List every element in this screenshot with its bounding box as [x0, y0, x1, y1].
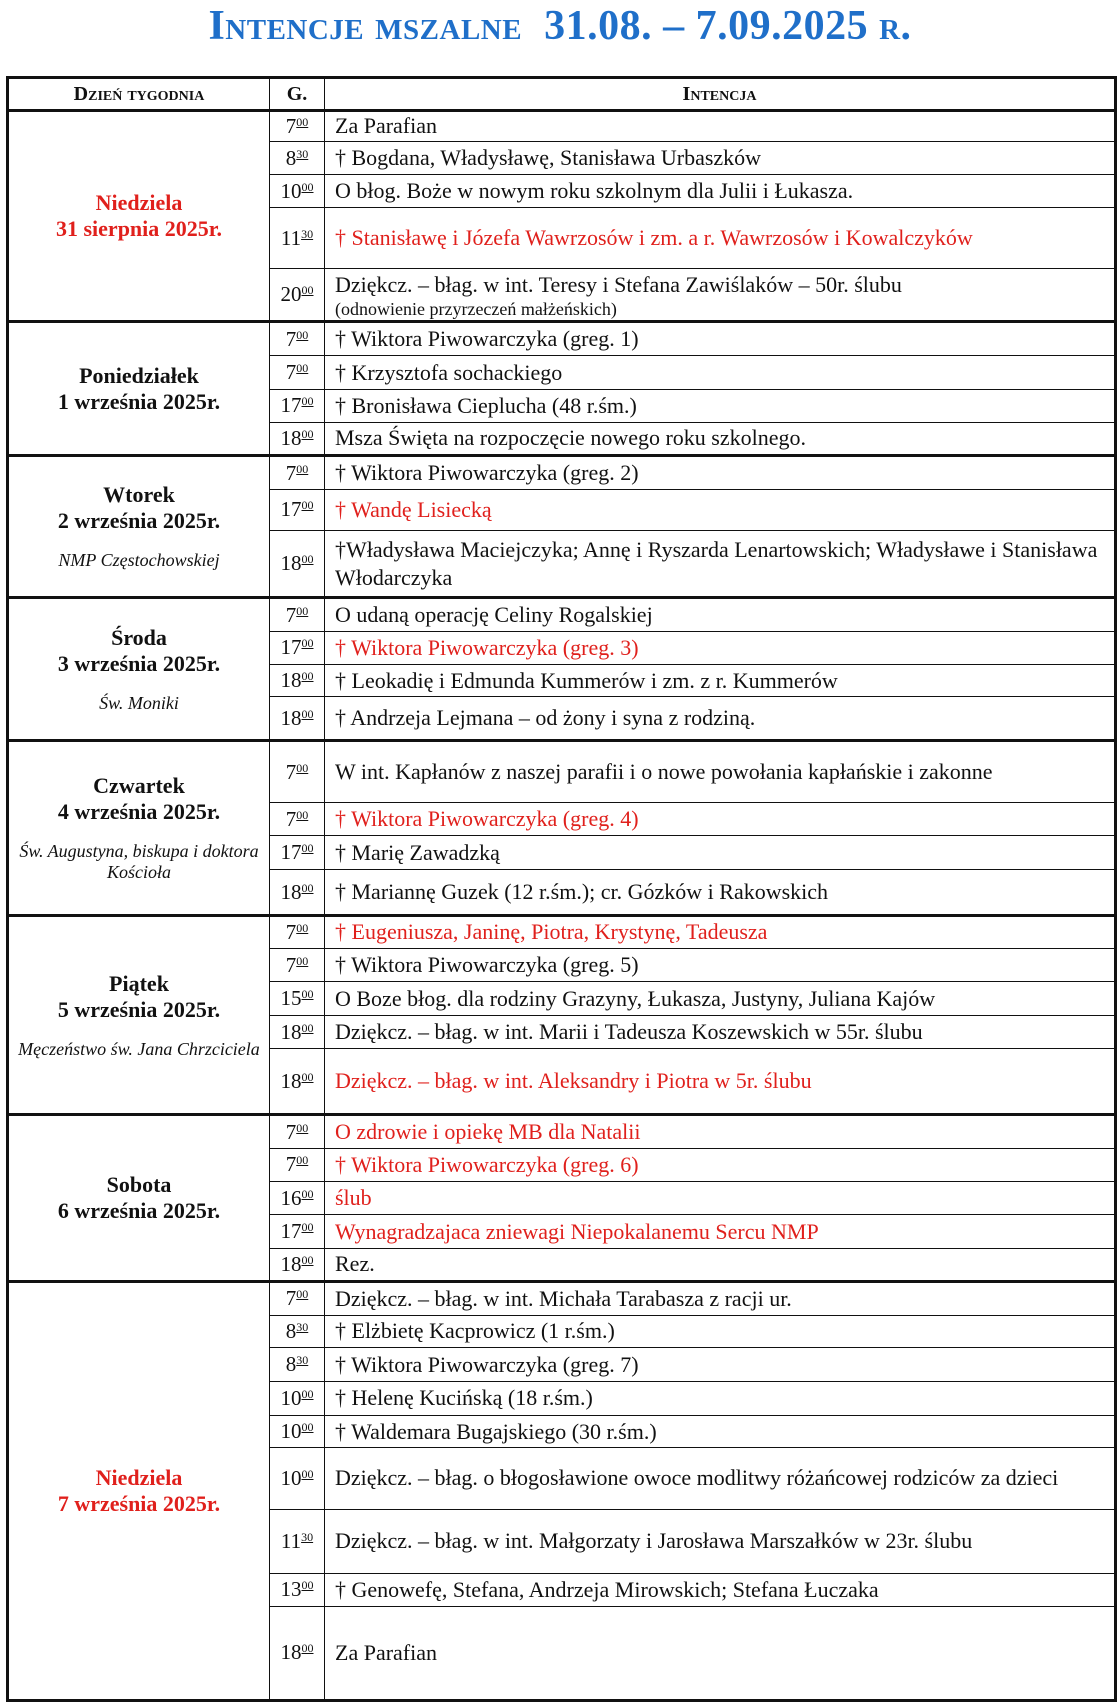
mass-intention [325, 356, 1116, 390]
intention-text: † Helenę Kucińską (18 r.śm.) [335, 1385, 593, 1411]
hour-value: 8 [285, 145, 297, 170]
day-cell [8, 456, 270, 598]
hour-value: 17 [280, 1219, 302, 1244]
mass-hour [270, 741, 325, 802]
mass-hour [270, 1315, 325, 1348]
mass-intention [325, 1448, 1116, 1509]
mass-intention [325, 175, 1116, 208]
minute-value: 00 [296, 953, 309, 968]
day-cell [8, 111, 270, 322]
intention-text: † Marię Zawadzką [335, 839, 500, 865]
mass-hour [270, 141, 325, 175]
minute-value: 00 [301, 880, 314, 895]
mass-intention [325, 948, 1116, 982]
day-feast: Męczeństwo św. Jana Chrzciciela [18, 1038, 260, 1059]
hour-value: 18 [280, 668, 302, 693]
title-dates: 31.08. – 7.09.2025 [544, 3, 869, 49]
mass-intention [325, 111, 1116, 142]
table-row [8, 741, 1116, 802]
mass-intention [325, 1606, 1116, 1700]
hour-value: 10 [280, 1419, 302, 1443]
mass-hour [270, 916, 325, 949]
minute-value: 30 [296, 1353, 309, 1368]
table-row [8, 322, 1116, 356]
table-header-row [8, 78, 1116, 111]
mass-hour [270, 697, 325, 741]
minute-value: 00 [301, 426, 314, 441]
mass-hour [270, 948, 325, 982]
mass-intention [325, 1509, 1116, 1573]
mass-hour [270, 208, 325, 269]
day-date: 7 września 2025r. [57, 1490, 221, 1516]
intention-text: † Wiktora Piwowarczyka (greg. 2) [335, 460, 639, 486]
intention-text: Dziękcz. – błag. o błogosławione owoce modlitwy różańcowej rodziców za dzieci [335, 1465, 1059, 1491]
day-feast: Św. Moniki [99, 692, 179, 713]
day-date: 2 września 2025r. [57, 508, 221, 534]
intention-text: Za Parafian [335, 1639, 437, 1665]
header-day: Dzień tygodnia [8, 78, 270, 111]
hour-value: 11 [280, 225, 302, 250]
mass-intention [325, 741, 1116, 802]
mass-hour [270, 1249, 325, 1282]
mass-hour [270, 1016, 325, 1049]
day-cell [8, 1115, 270, 1282]
intention-text: Dziękcz. – błag. w int. Aleksandry i Piotra w 5r. ślubu [335, 1068, 812, 1094]
mass-intention [325, 1149, 1116, 1182]
minute-value: 00 [296, 1120, 309, 1135]
mass-hour [270, 664, 325, 697]
hour-value: 17 [280, 497, 302, 522]
intention-text: Msza Święta na rozpoczęcie nowego roku szkolnego. [335, 425, 807, 451]
hour-value: 8 [285, 1352, 297, 1377]
hour-value: 10 [280, 1385, 302, 1410]
hour-value: 18 [280, 551, 302, 576]
minute-value: 00 [301, 1466, 314, 1481]
mass-intention [325, 490, 1116, 531]
day-cell [8, 598, 270, 741]
hour-value: 15 [280, 986, 302, 1011]
mass-intention [325, 1115, 1116, 1149]
mass-hour [270, 1415, 325, 1448]
intention-text: Dziękcz. – błag. w int. Michała Tarabasza z racji ur. [335, 1285, 792, 1311]
hour-value: 7 [285, 1119, 297, 1144]
day-cell [8, 1281, 270, 1700]
mass-hour [270, 1215, 325, 1249]
mass-intention [325, 141, 1116, 175]
mass-hour [270, 1448, 325, 1509]
hour-value: 7 [285, 360, 297, 385]
intention-text: ślub [335, 1185, 372, 1211]
hour-value: 17 [280, 393, 302, 418]
mass-hour [270, 1606, 325, 1700]
mass-intention [325, 697, 1116, 741]
hour-value: 7 [285, 919, 297, 944]
hour-value: 7 [285, 602, 297, 627]
day-feast: Św. Augustyna, biskupa i doktora Kościoła [19, 841, 259, 883]
intention-text: † Wiktora Piwowarczyka (greg. 6) [335, 1151, 639, 1177]
hour-value: 7 [285, 806, 297, 831]
mass-hour [270, 632, 325, 665]
minute-value: 00 [296, 760, 309, 775]
hour-value: 18 [280, 879, 302, 904]
mass-hour [270, 802, 325, 836]
mass-intention [325, 269, 1116, 322]
mass-intention [325, 916, 1116, 949]
mass-hour [270, 870, 325, 916]
mass-intention [325, 598, 1116, 632]
intention-text: Dziękcz. – błag. w int. Teresy i Stefana Zawiślaków – 50r. ślubu [335, 271, 902, 297]
intention-text: † Elżbietę Kacprowicz (1 r.śm.) [335, 1318, 615, 1344]
minute-value: 00 [296, 114, 309, 129]
day-name: Wtorek [103, 482, 175, 508]
intention-text: † Eugeniusza, Janinę, Piotra, Krystynę, Tadeusza [335, 919, 768, 945]
hour-value: 7 [285, 113, 297, 138]
mass-intention [325, 322, 1116, 356]
mass-hour [270, 598, 325, 632]
mass-hour [270, 1381, 325, 1415]
intention-text: † Leokadię i Edmunda Kummerów i zm. z r. Kummerów [335, 667, 838, 693]
table-row [8, 1115, 1116, 1149]
mass-intention [325, 456, 1116, 490]
minute-value: 00 [301, 1186, 314, 1201]
minute-value: 00 [301, 706, 314, 721]
mass-intention [325, 632, 1116, 665]
hour-value: 11 [280, 1528, 302, 1553]
mass-intention [325, 530, 1116, 597]
minute-value: 00 [301, 1641, 314, 1656]
minute-value: 30 [301, 1529, 314, 1544]
minute-value: 00 [301, 669, 314, 684]
mass-intention [325, 1415, 1116, 1448]
minute-value: 00 [301, 283, 314, 298]
intention-text: † Wiktora Piwowarczyka (greg. 7) [335, 1351, 639, 1377]
mass-intention [325, 802, 1116, 836]
mass-intention [325, 1215, 1116, 1249]
hour-value: 16 [280, 1185, 302, 1210]
mass-hour [270, 175, 325, 208]
intention-text: † Bogdana, Władysławę, Stanisława Urbaszków [335, 145, 762, 170]
mass-hour [270, 490, 325, 531]
minute-value: 00 [301, 1220, 314, 1235]
day-cell [8, 741, 270, 916]
minute-value: 00 [301, 179, 314, 194]
day-date: 1 września 2025r. [57, 388, 221, 414]
minute-value: 30 [296, 146, 309, 161]
mass-hour [270, 1048, 325, 1114]
header-intention: Intencja [325, 78, 1116, 111]
minute-value: 00 [296, 807, 309, 822]
intention-text: O udaną operację Celiny Rogalskiej [335, 602, 653, 628]
title-suffix: r. [879, 3, 912, 49]
minute-value: 00 [301, 1420, 314, 1434]
minute-value: 00 [301, 1252, 314, 1267]
day-name: Piątek [109, 970, 169, 996]
intention-text: † Krzysztofa sochackiego [335, 359, 563, 385]
hour-value: 20 [280, 282, 302, 307]
intention-text: W int. Kapłanów z naszej parafii i o nowe powołania kapłańskie i zakonne [335, 759, 993, 784]
table-row [8, 1281, 1116, 1315]
intention-text: † Bronisława Cieplucha (48 r.śm.) [335, 392, 637, 418]
day-date: 31 sierpnia 2025r. [55, 216, 223, 242]
mass-intention [325, 836, 1116, 870]
minute-value: 00 [301, 1578, 314, 1593]
minute-value: 00 [301, 498, 314, 513]
mass-intention [325, 208, 1116, 269]
minute-value: 00 [296, 1287, 309, 1302]
mass-intention [325, 664, 1116, 697]
day-date: 5 września 2025r. [57, 996, 221, 1022]
day-cell [8, 916, 270, 1115]
page-title [0, 2, 1120, 50]
table-row [8, 598, 1116, 632]
hour-value: 7 [285, 1152, 297, 1177]
intention-text: † Genowefę, Stefana, Andrzeja Mirowskich; Stefana Łuczaka [335, 1576, 879, 1602]
day-cell [8, 322, 270, 456]
header-hour: G. [270, 78, 325, 111]
hour-value: 10 [280, 178, 302, 203]
mass-hour [270, 1115, 325, 1149]
mass-hour [270, 1149, 325, 1182]
mass-hour [270, 269, 325, 322]
intention-text: † Wiktora Piwowarczyka (greg. 1) [335, 326, 639, 352]
hour-value: 18 [280, 705, 302, 730]
mass-hour [270, 1574, 325, 1607]
mass-intention [325, 1181, 1116, 1215]
day-date: 6 września 2025r. [57, 1198, 221, 1224]
mass-intention [325, 389, 1116, 422]
minute-value: 00 [301, 1386, 314, 1401]
intention-text: Dziękcz. – błag. w int. Małgorzaty i Jarosława Marszałków w 23r. ślubu [335, 1528, 973, 1554]
hour-value: 7 [285, 952, 297, 977]
intention-text: O Boze błog. dla rodziny Grazyny, Łukasza, Justyny, Juliana Kajów [335, 985, 936, 1011]
hour-value: 10 [280, 1465, 302, 1490]
day-name: Sobota [106, 1172, 172, 1198]
mass-hour [270, 1348, 325, 1382]
minute-value: 00 [301, 552, 314, 567]
mass-intention [325, 1281, 1116, 1315]
day-date: 3 września 2025r. [57, 650, 221, 676]
mass-intention [325, 1381, 1116, 1415]
intention-text: † Wandę Lisiecką [335, 496, 492, 522]
intention-text: † Wiktora Piwowarczyka (greg. 5) [335, 952, 639, 978]
day-name: Czwartek [93, 773, 185, 799]
day-name: Poniedziałek [79, 362, 199, 388]
hour-value: 7 [285, 326, 297, 351]
minute-value: 00 [301, 1069, 314, 1084]
table-row [8, 111, 1116, 142]
mass-hour [270, 456, 325, 490]
mass-intention [325, 1315, 1116, 1348]
mass-hour [270, 389, 325, 422]
mass-hour [270, 1281, 325, 1315]
intention-text: † Andrzeja Lejmana – od żony i syna z rodziną. [335, 705, 756, 731]
intention-text: O zdrowie i opiekę MB dla Natalii [335, 1119, 641, 1145]
mass-hour [270, 111, 325, 142]
table-body [8, 111, 1116, 1701]
minute-value: 00 [296, 920, 309, 935]
mass-intention [325, 1249, 1116, 1282]
minute-value: 00 [301, 987, 314, 1002]
mass-hour [270, 1509, 325, 1573]
day-name: Niedziela [95, 190, 183, 216]
intention-text: Rez. [335, 1251, 375, 1277]
intention-note: (odnowienie przyrzeczeń małżeńskich) [335, 298, 617, 319]
mass-intention [325, 1048, 1116, 1114]
mass-intention [325, 870, 1116, 916]
mass-intention [325, 1348, 1116, 1382]
mass-hour [270, 1181, 325, 1215]
mass-hour [270, 530, 325, 597]
mass-hour [270, 836, 325, 870]
minute-value: 00 [296, 361, 309, 376]
intention-text: Dziękcz. – błag. w int. Marii i Tadeusza Koszewskich w 55r. ślubu [335, 1019, 923, 1045]
mass-hour [270, 422, 325, 456]
intention-text: † Wiktora Piwowarczyka (greg. 3) [335, 634, 639, 660]
hour-value: 8 [285, 1318, 297, 1343]
hour-value: 7 [285, 460, 297, 485]
hour-value: 18 [280, 1251, 302, 1276]
hour-value: 17 [280, 840, 302, 865]
mass-hour [270, 982, 325, 1016]
hour-value: 13 [280, 1577, 302, 1602]
hour-value: 7 [285, 759, 297, 784]
mass-intention [325, 1574, 1116, 1607]
mass-hour [270, 356, 325, 390]
mass-intention [325, 422, 1116, 456]
intention-text: † Wiktora Piwowarczyka (greg. 4) [335, 806, 639, 832]
day-feast: NMP Częstochowskiej [58, 550, 220, 571]
intention-text: † Mariannę Guzek (12 r.śm.); cr. Gózków i Rakowskich [335, 879, 829, 905]
day-name: Środa [111, 624, 167, 650]
minute-value: 30 [301, 226, 314, 241]
minute-value: 00 [301, 636, 314, 651]
minute-value: 00 [296, 461, 309, 476]
mass-intention [325, 982, 1116, 1016]
hour-value: 17 [280, 635, 302, 660]
table-row [8, 456, 1116, 490]
intentions-table [6, 76, 1117, 1702]
minute-value: 30 [296, 1319, 309, 1334]
minute-value: 00 [301, 394, 314, 409]
hour-value: 18 [280, 1640, 302, 1665]
intention-text: Wynagradzajaca zniewagi Niepokalanemu Sercu NMP [335, 1218, 819, 1244]
hour-value: 18 [280, 1019, 302, 1044]
intention-text: †Władysława Maciejczyka; Annę i Ryszarda Lenartowskich; Władysławe i Stanisława Włodarczyka [335, 536, 1098, 590]
mass-hour [270, 322, 325, 356]
title-text: Intencje mszalne [208, 3, 523, 49]
minute-value: 00 [296, 603, 309, 618]
intention-text: † Stanisławę i Józefa Wawrzosów i zm. a r. Wawrzosów i Kowalczyków [335, 225, 973, 251]
hour-value: 18 [280, 425, 302, 450]
minute-value: 00 [296, 327, 309, 342]
intention-text: O błog. Boże w nowym roku szkolnym dla Julii i Łukasza. [335, 178, 854, 204]
intention-text: Za Parafian [335, 113, 437, 139]
table-row [8, 916, 1116, 949]
intention-text: † Waldemara Bugajskiego (30 r.śm.) [335, 1418, 657, 1444]
day-date: 4 września 2025r. [57, 799, 221, 825]
minute-value: 00 [296, 1153, 309, 1168]
minute-value: 00 [301, 1020, 314, 1035]
hour-value: 18 [280, 1068, 302, 1093]
day-name: Niedziela [95, 1464, 183, 1490]
minute-value: 00 [301, 841, 314, 856]
hour-value: 7 [285, 1286, 297, 1311]
mass-intention [325, 1016, 1116, 1049]
